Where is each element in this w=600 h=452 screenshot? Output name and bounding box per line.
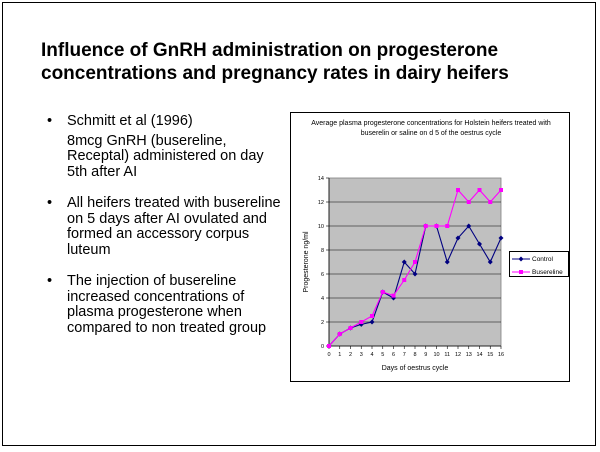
x-tick-label: 2 bbox=[348, 352, 353, 358]
y-tick-label: 4 bbox=[320, 296, 324, 302]
y-tick-label: 10 bbox=[317, 224, 324, 230]
x-tick-label: 4 bbox=[370, 352, 374, 358]
data-point-busereline bbox=[478, 188, 482, 192]
data-point-busereline bbox=[370, 314, 374, 318]
data-point-busereline bbox=[488, 200, 492, 204]
data-point-busereline bbox=[338, 332, 342, 336]
data-point-busereline bbox=[402, 278, 406, 282]
data-point-busereline bbox=[467, 200, 471, 204]
data-point-busereline bbox=[499, 188, 503, 192]
legend-label-control: Control bbox=[532, 256, 553, 263]
x-tick-label: 9 bbox=[424, 352, 428, 358]
data-point-busereline bbox=[327, 344, 331, 348]
x-tick-label: 11 bbox=[444, 352, 451, 358]
bullet-item bbox=[47, 196, 287, 258]
bullet-mark: • bbox=[47, 113, 53, 129]
chart-title: Average plasma progesterone concentrations for Holstein heifers treated with buserelin or saline on d 5 of the oestrus cycle bbox=[311, 120, 551, 137]
x-axis-label: Days of oestrus cycle bbox=[381, 365, 449, 372]
legend-label-busereline: Busereline bbox=[532, 269, 563, 276]
bullet-item bbox=[47, 114, 287, 180]
legend-item-busereline bbox=[510, 267, 568, 278]
data-point-busereline bbox=[456, 188, 460, 192]
legend-item-control bbox=[510, 254, 568, 265]
chart-legend bbox=[509, 251, 569, 277]
y-tick-label: 0 bbox=[320, 344, 324, 350]
legend-marker-busereline bbox=[512, 268, 530, 276]
data-point-busereline bbox=[445, 224, 449, 228]
bullet-text: Schmitt et al (1996) bbox=[67, 113, 193, 129]
y-tick-label: 2 bbox=[320, 320, 324, 326]
bullet-text: The injection of busereline increased concentrations of plasma progesterone when compared to non treated group bbox=[67, 273, 267, 336]
x-tick-label: 0 bbox=[327, 352, 331, 358]
data-point-busereline bbox=[435, 224, 439, 228]
bullet-item bbox=[47, 274, 287, 336]
bullet-list bbox=[47, 114, 287, 352]
y-tick-label: 14 bbox=[317, 176, 324, 182]
data-point-busereline bbox=[413, 260, 417, 264]
x-tick-label: 7 bbox=[402, 352, 406, 358]
x-tick-label: 8 bbox=[413, 352, 417, 358]
legend-marker-control bbox=[512, 255, 530, 263]
data-point-busereline bbox=[381, 290, 385, 294]
bullet-subtext: 8mcg GnRH (busereline, Receptal) administered on day 5th after AI bbox=[67, 132, 264, 180]
x-tick-label: 6 bbox=[391, 352, 396, 358]
x-tick-label: 14 bbox=[476, 352, 483, 358]
x-tick-label: 1 bbox=[338, 352, 342, 358]
bullet-text: All heifers treated with busereline on 5 days after AI ovulated and formed an accessory corpus luteum bbox=[67, 195, 281, 258]
y-tick-label: 8 bbox=[320, 248, 324, 254]
x-tick-label: 13 bbox=[465, 352, 472, 358]
y-tick-label: 12 bbox=[317, 200, 324, 206]
data-point-busereline bbox=[392, 294, 396, 298]
bullet-mark: • bbox=[47, 273, 53, 289]
x-tick-label: 3 bbox=[359, 352, 363, 358]
line-chart bbox=[291, 113, 569, 381]
x-tick-label: 5 bbox=[381, 352, 385, 358]
data-point-busereline bbox=[424, 224, 428, 228]
x-tick-label: 10 bbox=[433, 352, 440, 358]
data-point-busereline bbox=[359, 320, 363, 324]
x-tick-label: 12 bbox=[454, 352, 462, 358]
y-axis-label: Progesterone ng/ml bbox=[303, 231, 310, 293]
y-tick-label: 6 bbox=[320, 272, 324, 278]
data-point-busereline bbox=[349, 326, 353, 330]
x-tick-label: 16 bbox=[497, 352, 505, 358]
slide bbox=[2, 2, 596, 446]
slide-title: Influence of GnRH administration on progesterone concentrations and pregnancy rates in dairy heifers bbox=[41, 40, 509, 84]
bullet-mark: • bbox=[47, 195, 53, 211]
chart-container bbox=[290, 112, 570, 382]
x-tick-label: 15 bbox=[487, 352, 494, 358]
